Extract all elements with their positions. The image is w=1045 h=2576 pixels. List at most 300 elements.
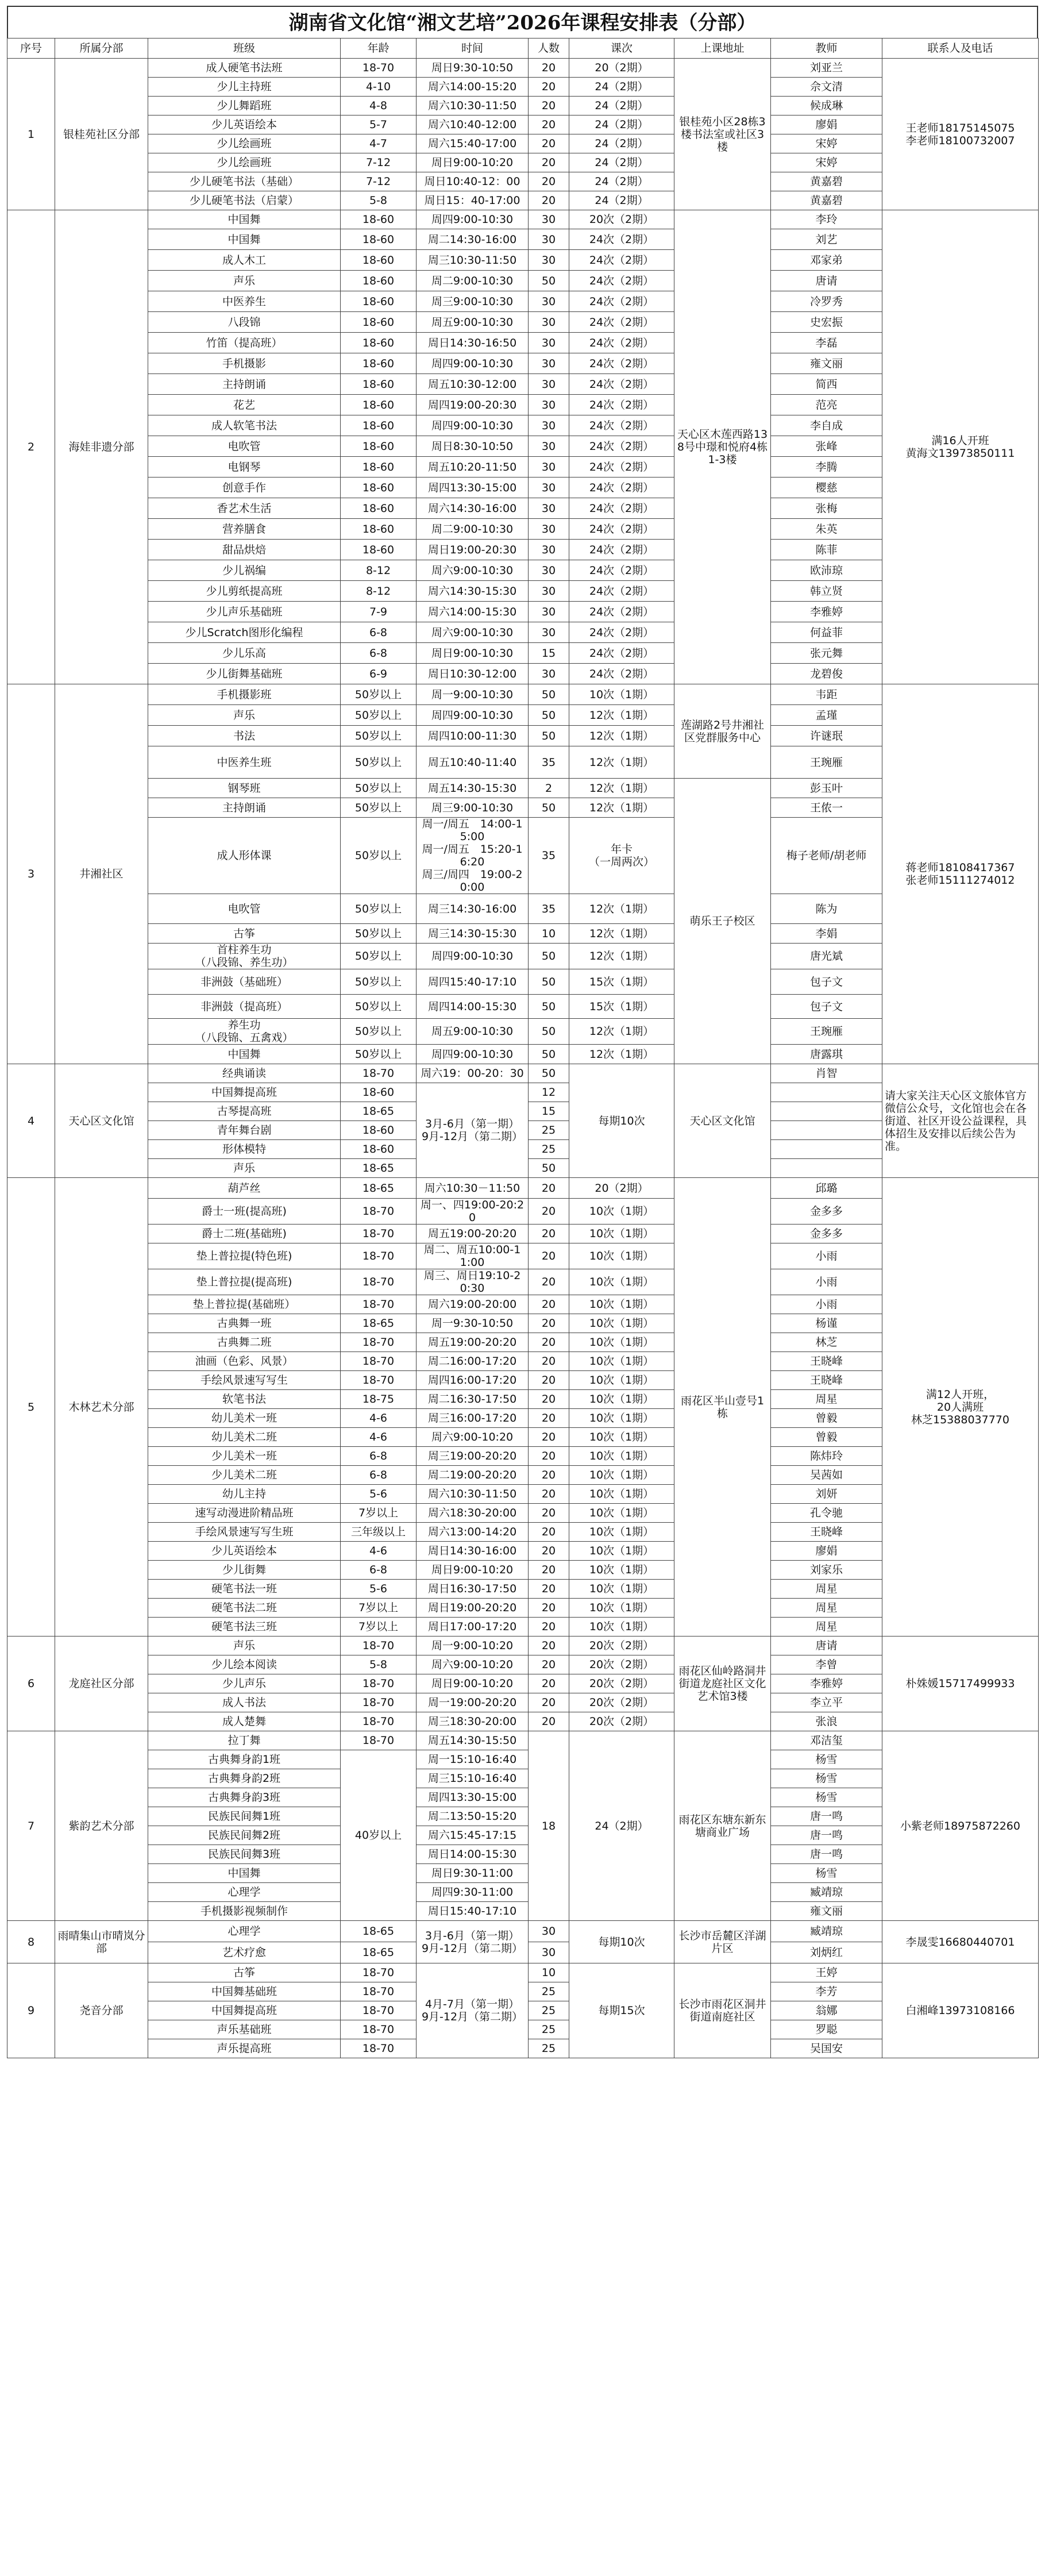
class-size: 20 — [529, 1599, 569, 1618]
class-time: 周五14:30-15:50 — [417, 1731, 529, 1750]
class-time: 4月-7月（第一期） 9月-12月（第二期） — [417, 1963, 529, 2058]
teacher-name: 刘亚兰 — [771, 59, 882, 78]
class-size: 50 — [529, 969, 569, 995]
class-name: 主持朗诵 — [148, 798, 341, 818]
age-range: 7岁以上 — [341, 1618, 417, 1637]
class-time: 周二16:00-17:20 — [417, 1352, 529, 1371]
teacher-name: 雍文丽 — [771, 353, 882, 374]
col-header-contact: 联系人及电话 — [882, 38, 1039, 59]
teacher-name: 刘炳红 — [771, 1942, 882, 1963]
class-time: 周六10:30-11:50 — [417, 1485, 529, 1504]
class-name: 形体模特 — [148, 1140, 341, 1159]
teacher-name — [771, 1140, 882, 1159]
branch-name: 天心区文化馆 — [55, 1064, 148, 1178]
class-size: 30 — [529, 353, 569, 374]
class-time: 周三15:10-16:40 — [417, 1769, 529, 1788]
class-size: 20 — [529, 1314, 569, 1333]
teacher-name: 曾毅 — [771, 1428, 882, 1447]
class-time: 周三9:00-10:30 — [417, 798, 529, 818]
class-size: 20 — [529, 1352, 569, 1371]
class-size: 20 — [529, 1523, 569, 1542]
class-name: 少儿英语绘本 — [148, 1542, 341, 1561]
class-time: 周四19:00-20:30 — [417, 395, 529, 415]
class-size: 25 — [529, 1982, 569, 2001]
lesson-count: 24次（2期） — [569, 581, 674, 602]
class-size: 10 — [529, 1963, 569, 1982]
class-name: 中国舞 — [148, 1045, 341, 1064]
col-header-no: 序号 — [7, 38, 55, 59]
row-number: 7 — [7, 1731, 55, 1921]
lesson-count: 20次（2期） — [569, 1712, 674, 1731]
teacher-name: 金多多 — [771, 1225, 882, 1243]
class-size: 20 — [529, 1269, 569, 1295]
table-row — [7, 1963, 1039, 1982]
branch-name: 尧音分部 — [55, 1963, 148, 2058]
age-range: 18-60 — [341, 415, 417, 436]
class-name: 少儿美术一班 — [148, 1447, 341, 1466]
age-range: 18-70 — [341, 1731, 417, 1750]
class-time: 周一/周五 14:00-15:00 周一/周五 15:20-16:20 周三/周四 19:00-20:00 — [417, 818, 529, 894]
class-time: 周四9:00-10:30 — [417, 415, 529, 436]
teacher-name: 周星 — [771, 1580, 882, 1599]
lesson-count: 24次（2期） — [569, 540, 674, 560]
class-size: 20 — [529, 1485, 569, 1504]
age-range: 18-60 — [341, 374, 417, 395]
row-number: 8 — [7, 1921, 55, 1963]
class-name: 少儿硬笔书法（启蒙） — [148, 191, 341, 210]
class-size: 20 — [529, 1618, 569, 1637]
class-size: 12 — [529, 1083, 569, 1102]
contact-info: 李晟雯16680440701 — [882, 1921, 1039, 1963]
teacher-name: 唐请 — [771, 1637, 882, 1655]
col-header-lessons: 课次 — [569, 38, 674, 59]
age-range: 18-70 — [341, 1712, 417, 1731]
lesson-count: 24次（2期） — [569, 622, 674, 643]
lesson-count: 12次（1期） — [569, 944, 674, 969]
lesson-count: 10次（1期） — [569, 1199, 674, 1225]
class-name: 首柱养生功 （八段锦、养生功） — [148, 944, 341, 969]
class-size: 30 — [529, 415, 569, 436]
age-range: 18-60 — [341, 436, 417, 457]
age-range: 18-60 — [341, 312, 417, 333]
class-size: 20 — [529, 1225, 569, 1243]
age-range: 18-60 — [341, 250, 417, 271]
class-time: 周五10:30-12:00 — [417, 374, 529, 395]
class-time: 周三19:00-20:20 — [417, 1447, 529, 1466]
lesson-count: 20次（2期） — [569, 1655, 674, 1674]
class-name: 少儿绘画班 — [148, 153, 341, 172]
teacher-name — [771, 1121, 882, 1140]
lesson-count: 10次（1期） — [569, 1352, 674, 1371]
class-name: 钢琴班 — [148, 779, 341, 798]
age-range: 三年级以上 — [341, 1523, 417, 1542]
class-name: 拉丁舞 — [148, 1731, 341, 1750]
class-name: 中医养生班 — [148, 746, 341, 779]
class-size: 30 — [529, 229, 569, 250]
teacher-name: 陈为 — [771, 894, 882, 924]
lesson-count: 10次（1期） — [569, 1504, 674, 1523]
class-name: 古典舞二班 — [148, 1333, 341, 1352]
lesson-count: 20（2期） — [569, 59, 674, 78]
age-range: 7-12 — [341, 153, 417, 172]
class-name: 中国舞 — [148, 229, 341, 250]
class-time: 周日9:00-10:20 — [417, 1561, 529, 1580]
lesson-count: 24（2期） — [569, 134, 674, 153]
age-range: 50岁以上 — [341, 1019, 417, 1045]
lesson-count: 24（2期） — [569, 78, 674, 97]
lesson-count: 12次（1期） — [569, 746, 674, 779]
lesson-count: 20次（2期） — [569, 1637, 674, 1655]
age-range: 18-70 — [341, 1371, 417, 1390]
contact-info: 满16人开班 黄海文13973850111 — [882, 210, 1039, 684]
class-time: 周四9:00-10:30 — [417, 944, 529, 969]
teacher-name: 金多多 — [771, 1199, 882, 1225]
lesson-count: 24（2期） — [569, 172, 674, 191]
class-size: 20 — [529, 1466, 569, 1485]
teacher-name: 梅子老师/胡老师 — [771, 818, 882, 894]
class-name: 少儿美术二班 — [148, 1466, 341, 1485]
class-time: 周一9:30-10:50 — [417, 1314, 529, 1333]
class-time: 周三14:30-15:30 — [417, 924, 529, 944]
class-time: 周三、周日19:10-20:30 — [417, 1269, 529, 1295]
teacher-name: 唐请 — [771, 271, 882, 291]
class-name: 油画（色彩、风景） — [148, 1352, 341, 1371]
age-range: 5-8 — [341, 1655, 417, 1674]
teacher-name: 李雅婷 — [771, 1674, 882, 1693]
class-name: 青年舞台剧 — [148, 1121, 341, 1140]
class-time: 周四9:00-10:30 — [417, 353, 529, 374]
teacher-name: 候成琳 — [771, 97, 882, 115]
class-time: 周四15:40-17:10 — [417, 969, 529, 995]
teacher-name: 朱英 — [771, 519, 882, 540]
lesson-count: 10次（1期） — [569, 1485, 674, 1504]
age-range: 50岁以上 — [341, 969, 417, 995]
class-name: 经典诵读 — [148, 1064, 341, 1083]
age-range: 18-70 — [341, 1295, 417, 1314]
class-name: 中国舞 — [148, 210, 341, 229]
teacher-name — [771, 1102, 882, 1121]
class-name: 心理学 — [148, 1883, 341, 1902]
teacher-name: 李腾 — [771, 457, 882, 478]
lesson-count: 24（2期） — [569, 97, 674, 115]
class-name: 中国舞提高班 — [148, 1083, 341, 1102]
class-name: 成人硬笔书法班 — [148, 59, 341, 78]
class-name: 软笔书法 — [148, 1390, 341, 1409]
age-range: 40岁以上 — [341, 1750, 417, 1921]
class-name: 八段锦 — [148, 312, 341, 333]
class-time: 周六10:30－11:50 — [417, 1178, 529, 1199]
age-range: 4-8 — [341, 97, 417, 115]
col-header-time: 时间 — [417, 38, 529, 59]
schedule-sheet — [7, 6, 1038, 2058]
teacher-name: 杨雪 — [771, 1750, 882, 1769]
age-range: 50岁以上 — [341, 944, 417, 969]
class-name: 古典舞一班 — [148, 1314, 341, 1333]
table-row — [7, 59, 1039, 78]
class-size: 30 — [529, 210, 569, 229]
class-time: 周五14:30-15:30 — [417, 779, 529, 798]
teacher-name: 樱慈 — [771, 478, 882, 498]
class-size: 18 — [529, 1731, 569, 1921]
age-range: 18-65 — [341, 1159, 417, 1178]
class-size: 10 — [529, 924, 569, 944]
teacher-name: 臧靖琼 — [771, 1921, 882, 1942]
lesson-count: 12次（1期） — [569, 1045, 674, 1064]
class-address: 长沙市雨花区洞井街道南庭社区 — [674, 1963, 771, 2058]
contact-info: 白湘峰13973108166 — [882, 1963, 1039, 2058]
class-size: 50 — [529, 995, 569, 1019]
class-size: 20 — [529, 172, 569, 191]
age-range: 7-9 — [341, 602, 417, 622]
class-size: 30 — [529, 312, 569, 333]
teacher-name — [771, 1159, 882, 1178]
class-size: 25 — [529, 1140, 569, 1159]
class-address: 长沙市岳麓区洋湖片区 — [674, 1921, 771, 1963]
col-header-age: 年龄 — [341, 38, 417, 59]
class-name: 中医养生 — [148, 291, 341, 312]
class-time: 周三9:00-10:30 — [417, 291, 529, 312]
age-range: 18-60 — [341, 1083, 417, 1102]
class-time: 周日16:30-17:50 — [417, 1580, 529, 1599]
lesson-count: 24次（2期） — [569, 229, 674, 250]
table-row — [7, 1921, 1039, 1942]
lesson-count: 24（2期） — [569, 153, 674, 172]
teacher-name: 雍文丽 — [771, 1902, 882, 1921]
class-time: 周五9:00-10:30 — [417, 312, 529, 333]
class-time: 周五9:00-10:30 — [417, 1019, 529, 1045]
class-size: 20 — [529, 115, 569, 134]
row-number: 5 — [7, 1178, 55, 1637]
class-time: 周日9:00-10:20 — [417, 1674, 529, 1693]
class-name: 中国舞 — [148, 1864, 341, 1883]
class-size: 50 — [529, 798, 569, 818]
age-range: 6-8 — [341, 1447, 417, 1466]
teacher-name: 周星 — [771, 1390, 882, 1409]
age-range: 18-65 — [341, 1178, 417, 1199]
col-header-branch: 所属分部 — [55, 38, 148, 59]
age-range: 18-75 — [341, 1390, 417, 1409]
class-time: 周六14:30-16:00 — [417, 498, 529, 519]
class-name: 古筝 — [148, 1963, 341, 1982]
row-number: 2 — [7, 210, 55, 684]
lesson-count: 每期10次 — [569, 1921, 674, 1963]
teacher-name: 唐一鸣 — [771, 1807, 882, 1826]
class-time: 周六14:00-15:30 — [417, 602, 529, 622]
class-address: 天心区木莲西路138号中璟和悦府4栋1-3楼 — [674, 210, 771, 684]
teacher-name: 李玲 — [771, 210, 882, 229]
class-name: 香艺术生活 — [148, 498, 341, 519]
class-time: 周六19：00-20：30 — [417, 1064, 529, 1083]
teacher-name: 李磊 — [771, 333, 882, 353]
class-name: 非洲鼓（提高班） — [148, 995, 341, 1019]
lesson-count: 15次（1期） — [569, 995, 674, 1019]
lesson-count: 24次（2期） — [569, 519, 674, 540]
age-range: 5-7 — [341, 115, 417, 134]
class-size: 30 — [529, 498, 569, 519]
class-time: 周一、四19:00-20:20 — [417, 1199, 529, 1225]
header-row — [7, 38, 1039, 59]
teacher-name: 翁娜 — [771, 2001, 882, 2020]
age-range: 6-9 — [341, 664, 417, 684]
teacher-name: 邓家弟 — [771, 250, 882, 271]
class-name: 古典舞身韵1班 — [148, 1750, 341, 1769]
age-range: 8-12 — [341, 581, 417, 602]
branch-name: 海娃非遗分部 — [55, 210, 148, 684]
age-range: 6-8 — [341, 1466, 417, 1485]
lesson-count: 12次（1期） — [569, 726, 674, 746]
age-range: 8-12 — [341, 560, 417, 581]
age-range: 18-60 — [341, 353, 417, 374]
age-range: 18-70 — [341, 1963, 417, 1982]
age-range: 18-60 — [341, 498, 417, 519]
teacher-name: 廖娟 — [771, 115, 882, 134]
class-name: 主持朗诵 — [148, 374, 341, 395]
class-time: 周六14:30-15:30 — [417, 581, 529, 602]
class-name: 少儿祸编 — [148, 560, 341, 581]
class-size: 20 — [529, 1580, 569, 1599]
age-range: 18-70 — [341, 1269, 417, 1295]
class-size: 35 — [529, 746, 569, 779]
class-size: 30 — [529, 374, 569, 395]
teacher-name: 范亮 — [771, 395, 882, 415]
class-size: 20 — [529, 1178, 569, 1199]
class-size: 20 — [529, 134, 569, 153]
teacher-name: 王晓峰 — [771, 1371, 882, 1390]
class-name: 声乐提高班 — [148, 2039, 341, 2058]
class-time: 周日9:30-10:50 — [417, 59, 529, 78]
table-row — [7, 1064, 1039, 1083]
age-range: 50岁以上 — [341, 924, 417, 944]
teacher-name: 王琬雁 — [771, 1019, 882, 1045]
age-range: 18-70 — [341, 1333, 417, 1352]
class-size: 50 — [529, 944, 569, 969]
age-range: 18-65 — [341, 1942, 417, 1963]
class-size: 50 — [529, 1019, 569, 1045]
class-time: 周一9:00-10:20 — [417, 1637, 529, 1655]
class-time: 周六9:00-10:30 — [417, 560, 529, 581]
teacher-name: 龙碧俊 — [771, 664, 882, 684]
age-range: 50岁以上 — [341, 705, 417, 726]
class-name: 心理学 — [148, 1921, 341, 1942]
class-time: 周六9:00-10:30 — [417, 622, 529, 643]
class-name: 少儿主持班 — [148, 78, 341, 97]
class-size: 30 — [529, 519, 569, 540]
lesson-count: 每期15次 — [569, 1963, 674, 2058]
teacher-name: 林芝 — [771, 1333, 882, 1352]
teacher-name: 杨雪 — [771, 1788, 882, 1807]
class-size: 25 — [529, 2001, 569, 2020]
class-size: 20 — [529, 1655, 569, 1674]
class-name: 少儿绘画班 — [148, 134, 341, 153]
lesson-count: 24次（2期） — [569, 664, 674, 684]
class-size: 30 — [529, 395, 569, 415]
branch-name: 木林艺术分部 — [55, 1178, 148, 1637]
class-size: 20 — [529, 59, 569, 78]
contact-info: 蒋老师18108417367 张老师15111274012 — [882, 684, 1039, 1064]
lesson-count: 24次（2期） — [569, 374, 674, 395]
class-size: 20 — [529, 1542, 569, 1561]
lesson-count: 24次（2期） — [569, 333, 674, 353]
class-time: 周四9:00-10:30 — [417, 210, 529, 229]
col-header-address: 上课地址 — [674, 38, 771, 59]
class-time: 周六19:00-20:00 — [417, 1295, 529, 1314]
age-range: 4-6 — [341, 1428, 417, 1447]
age-range: 50岁以上 — [341, 1045, 417, 1064]
lesson-count: 24次（2期） — [569, 602, 674, 622]
class-size: 20 — [529, 1199, 569, 1225]
class-size: 50 — [529, 1064, 569, 1083]
lesson-count: 10次（1期） — [569, 684, 674, 705]
class-size: 30 — [529, 457, 569, 478]
col-header-teacher: 教师 — [771, 38, 882, 59]
class-name: 创意手作 — [148, 478, 341, 498]
lesson-count: 24次（2期） — [569, 643, 674, 664]
teacher-name: 张梅 — [771, 498, 882, 519]
class-time: 周二9:00-10:30 — [417, 271, 529, 291]
age-range: 6-8 — [341, 1561, 417, 1580]
table-row — [7, 684, 1039, 705]
class-name: 声乐 — [148, 1637, 341, 1655]
age-range: 50岁以上 — [341, 818, 417, 894]
lesson-count: 20（2期） — [569, 1178, 674, 1199]
row-number: 6 — [7, 1637, 55, 1731]
teacher-name: 简西 — [771, 374, 882, 395]
class-size: 30 — [529, 291, 569, 312]
class-size: 20 — [529, 1637, 569, 1655]
class-name: 少儿Scratch图形化编程 — [148, 622, 341, 643]
row-number: 3 — [7, 684, 55, 1064]
class-time: 周五19:00-20:20 — [417, 1333, 529, 1352]
class-size: 20 — [529, 1504, 569, 1523]
age-range: 4-6 — [341, 1542, 417, 1561]
class-name: 手机摄影班 — [148, 684, 341, 705]
class-size: 2 — [529, 779, 569, 798]
age-range: 18-70 — [341, 1637, 417, 1655]
class-size: 30 — [529, 581, 569, 602]
class-time: 周日8:30-10:50 — [417, 436, 529, 457]
class-address: 天心区文化馆 — [674, 1064, 771, 1178]
class-size: 30 — [529, 540, 569, 560]
lesson-count: 24次（2期） — [569, 436, 674, 457]
table-body — [7, 59, 1039, 2058]
teacher-name: 欧沛琼 — [771, 560, 882, 581]
age-range: 4-10 — [341, 78, 417, 97]
lesson-count: 10次（1期） — [569, 1428, 674, 1447]
teacher-name: 张浪 — [771, 1712, 882, 1731]
age-range: 18-65 — [341, 1102, 417, 1121]
class-time: 周二16:30-17:50 — [417, 1390, 529, 1409]
class-name: 声乐 — [148, 1159, 341, 1178]
teacher-name: 刘家乐 — [771, 1561, 882, 1580]
class-time: 周一15:10-16:40 — [417, 1750, 529, 1769]
teacher-name: 李曾 — [771, 1655, 882, 1674]
lesson-count: 12次（1期） — [569, 924, 674, 944]
branch-name: 龙庭社区分部 — [55, 1637, 148, 1731]
class-size: 15 — [529, 643, 569, 664]
class-size: 50 — [529, 1159, 569, 1178]
class-name: 少儿绘本阅读 — [148, 1655, 341, 1674]
class-size: 30 — [529, 1921, 569, 1942]
class-name: 电吹管 — [148, 894, 341, 924]
class-time: 周二14:30-16:00 — [417, 229, 529, 250]
teacher-name: 吴国安 — [771, 2039, 882, 2058]
class-size: 20 — [529, 78, 569, 97]
class-name: 古典舞身韵2班 — [148, 1769, 341, 1788]
class-time: 周六10:30-11:50 — [417, 97, 529, 115]
class-time: 周四9:00-10:30 — [417, 1045, 529, 1064]
lesson-count: 10次（1期） — [569, 1390, 674, 1409]
class-size: 20 — [529, 1409, 569, 1428]
